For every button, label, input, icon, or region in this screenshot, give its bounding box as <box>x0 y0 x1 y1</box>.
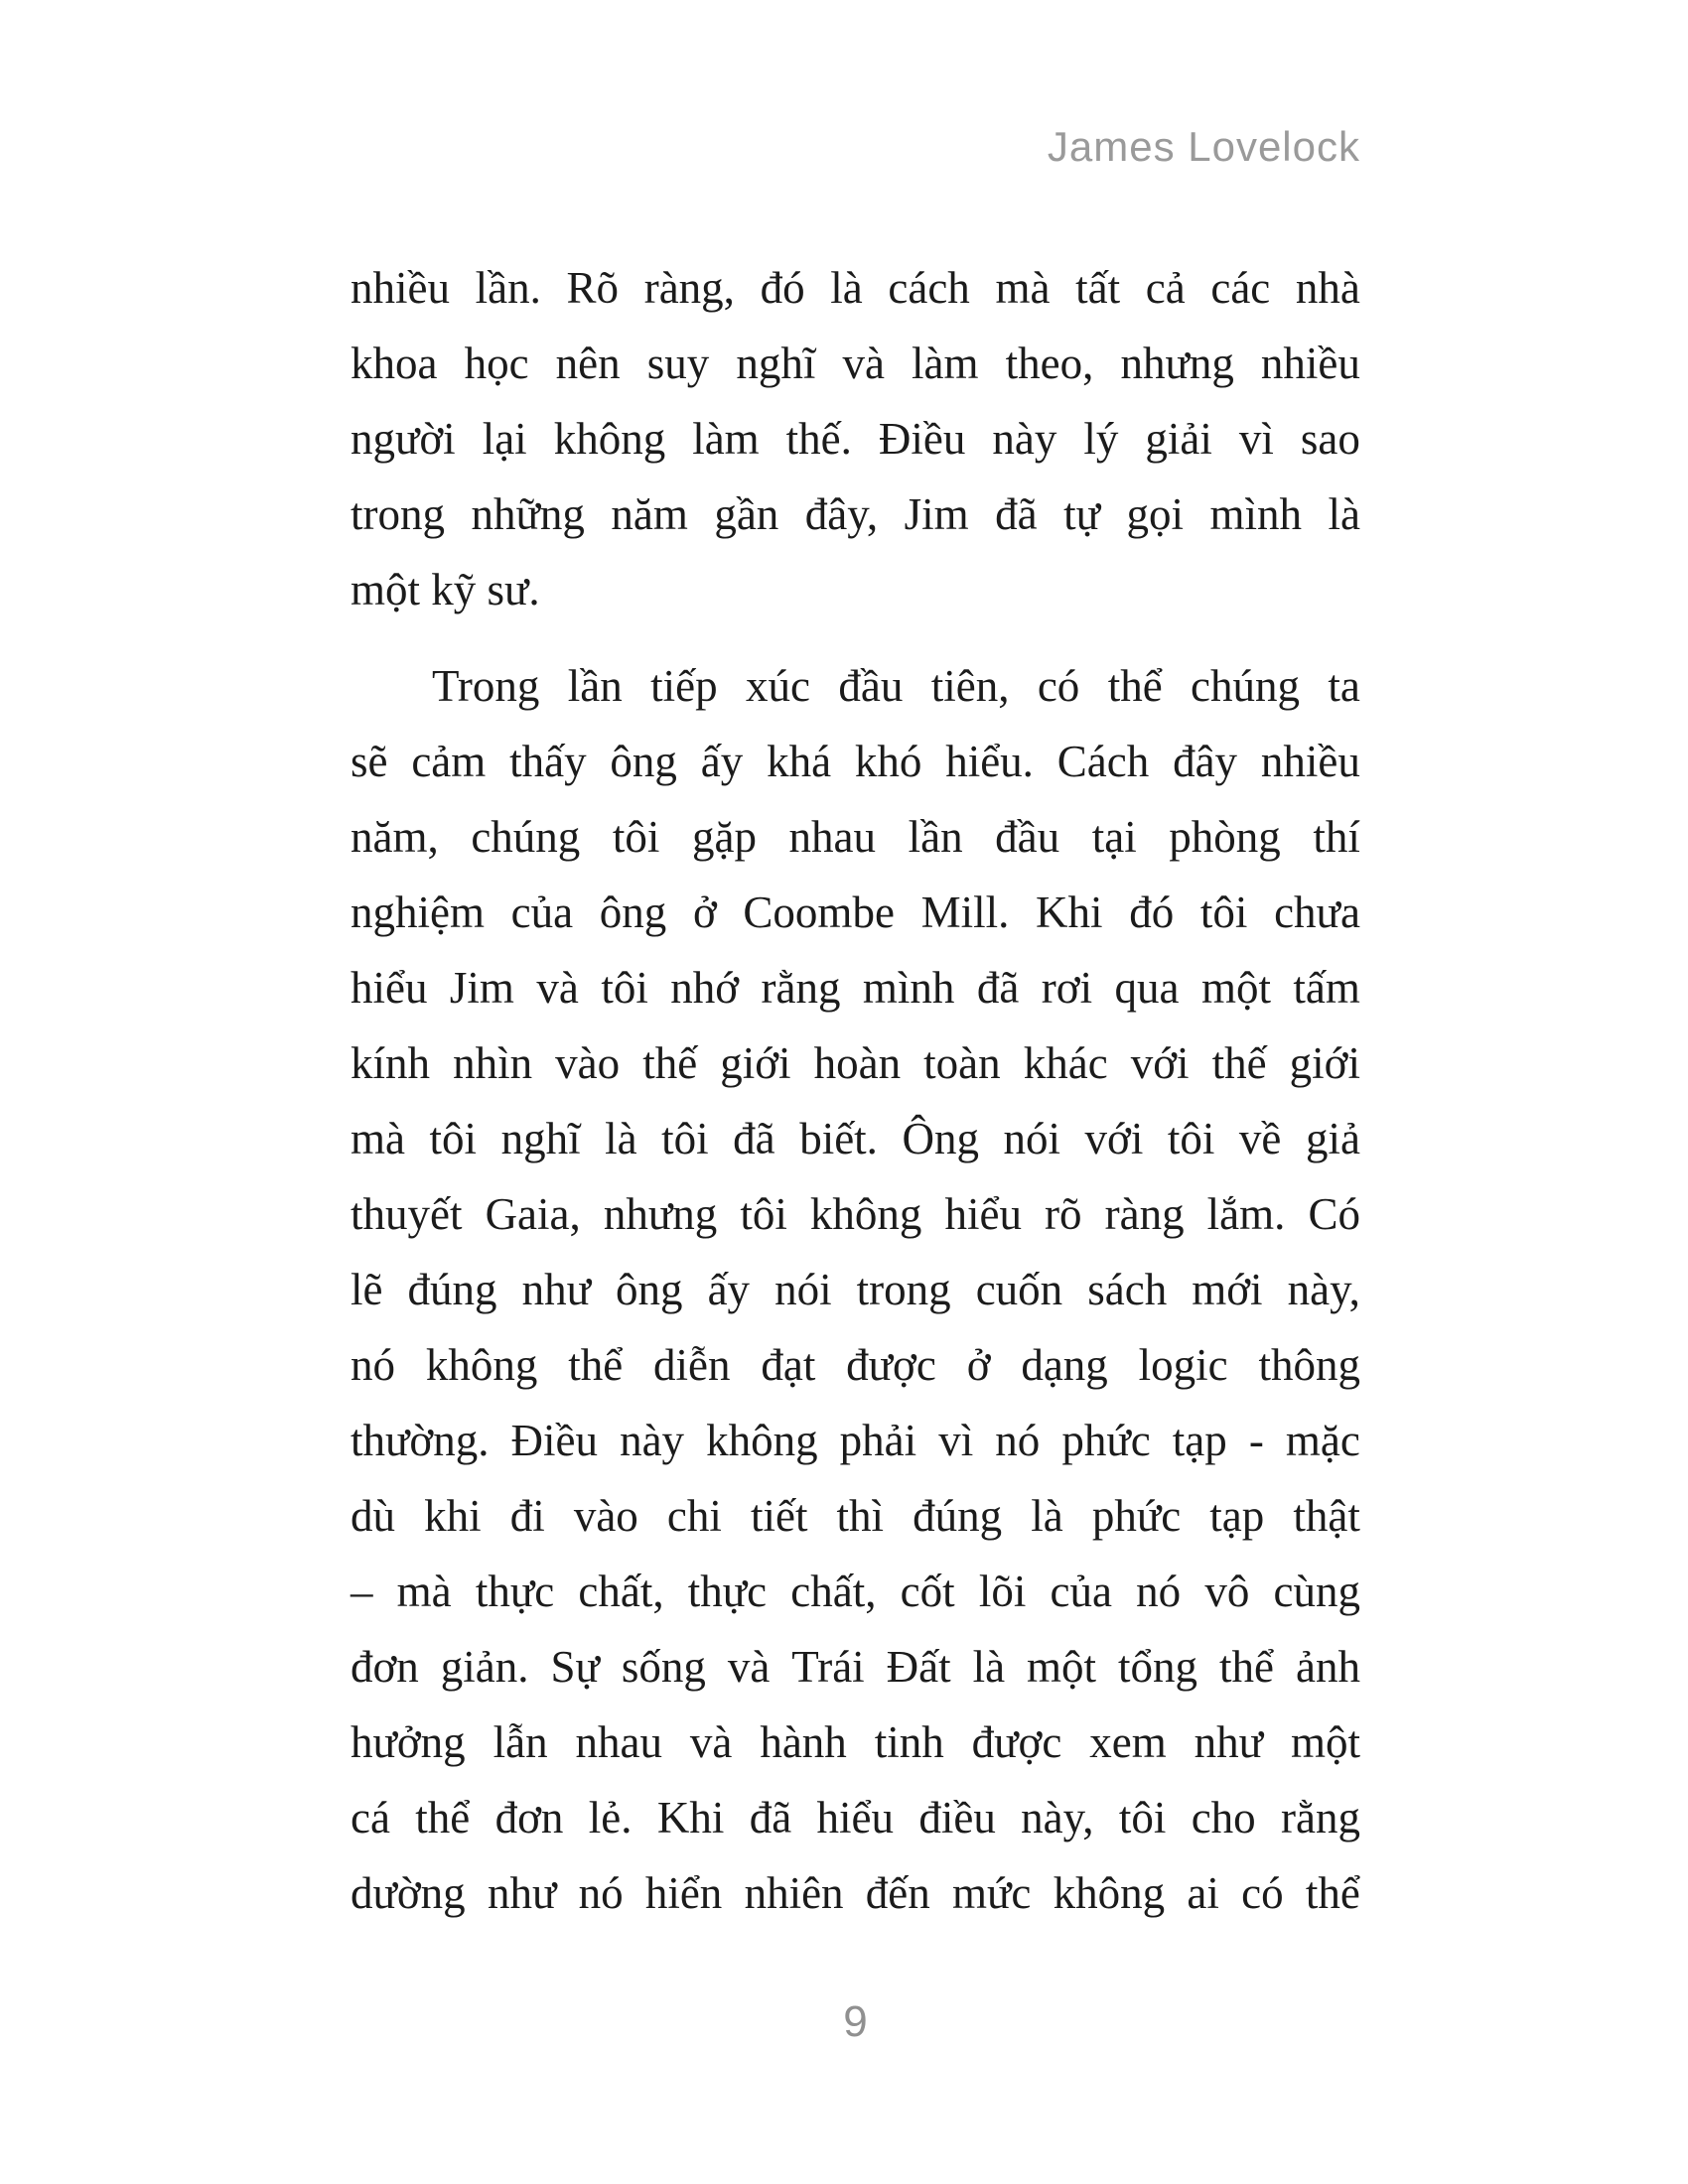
word: Mill. <box>920 887 1010 937</box>
word: đơn <box>351 1642 419 1692</box>
page-number: 9 <box>843 1997 868 2046</box>
word: làm <box>692 414 760 464</box>
word: đơn <box>494 1793 564 1843</box>
word: thể <box>568 1340 624 1390</box>
word: hiểu <box>351 963 428 1013</box>
word: gần <box>714 489 779 539</box>
word: hiển <box>644 1868 723 1918</box>
text-line <box>351 1705 1360 1780</box>
word: tôi <box>1199 887 1248 937</box>
text-line <box>351 1478 1360 1554</box>
word: thể <box>1107 661 1163 711</box>
word: tạp <box>1209 1491 1265 1541</box>
word: Trái <box>791 1642 865 1692</box>
text-line <box>351 724 1360 799</box>
word: ông <box>599 887 667 937</box>
word: giới <box>1289 1038 1360 1088</box>
word: tôi <box>1167 1114 1215 1163</box>
word: nói <box>1003 1114 1060 1163</box>
text-line <box>351 1025 1360 1101</box>
word: như <box>487 1868 557 1918</box>
word: thể <box>415 1793 471 1843</box>
word: nghĩ <box>736 339 816 388</box>
word: sách <box>1087 1265 1168 1314</box>
word: lần <box>908 812 963 862</box>
word: dường <box>351 1868 466 1918</box>
word: Cách <box>1056 737 1150 786</box>
word: giới <box>720 1038 791 1088</box>
text-line <box>351 1252 1360 1327</box>
word: rằng <box>1281 1793 1360 1843</box>
word: ta <box>1328 661 1360 711</box>
word: nhưng <box>1120 339 1234 388</box>
word: tôi <box>740 1189 787 1239</box>
word: là <box>972 1642 1006 1692</box>
word: logic <box>1138 1340 1228 1390</box>
word: phải <box>839 1416 917 1465</box>
word: và <box>689 1717 733 1767</box>
word: đạt <box>761 1340 816 1390</box>
word: lẫn <box>492 1717 548 1767</box>
text-line <box>351 250 1360 326</box>
word: dạng <box>1021 1340 1108 1390</box>
word: được <box>971 1717 1062 1767</box>
word: Điều <box>878 414 966 464</box>
word: nói <box>774 1265 832 1314</box>
word: rằng <box>761 963 841 1013</box>
word: qua <box>1114 963 1180 1013</box>
word: nghiệm <box>351 887 485 937</box>
word: hiểu <box>816 1793 894 1843</box>
text-block <box>351 250 1360 1931</box>
word: chất, <box>790 1567 877 1616</box>
word: Gaia, <box>485 1189 581 1239</box>
word: xúc <box>746 661 810 711</box>
word: nhau <box>575 1717 662 1767</box>
word: mới <box>1192 1265 1263 1314</box>
word: Khi <box>1036 887 1103 937</box>
word: ấy <box>700 737 744 786</box>
word: cùng <box>1273 1567 1360 1616</box>
word: này, <box>1021 1793 1094 1843</box>
word: lại <box>482 414 527 464</box>
word: và <box>842 339 885 388</box>
word: của <box>1050 1567 1112 1616</box>
word: có <box>1241 1868 1284 1918</box>
word: thấy <box>509 737 587 786</box>
text-line <box>351 477 1360 552</box>
word: cách <box>888 263 970 313</box>
word: tại <box>1091 812 1137 862</box>
word: nhớ <box>670 963 740 1013</box>
word: đây <box>1173 737 1238 786</box>
word: vô <box>1204 1567 1250 1616</box>
word: tự <box>1063 489 1100 539</box>
word: làm <box>912 339 979 388</box>
word: thế <box>642 1038 698 1088</box>
word: Jim <box>449 963 514 1013</box>
word: lý <box>1083 414 1119 464</box>
word: hiểu. <box>945 737 1034 786</box>
word: lần. <box>475 263 541 313</box>
word: phức <box>1061 1416 1151 1465</box>
text-line <box>351 1554 1360 1629</box>
word: không <box>553 414 666 464</box>
word: tiếp <box>650 661 718 711</box>
word: Jim <box>904 489 969 539</box>
word: thuyết <box>351 1189 463 1239</box>
word: điều <box>918 1793 996 1843</box>
word: ràng <box>1104 1189 1185 1239</box>
word: ông <box>610 737 677 786</box>
text-line <box>351 401 1360 477</box>
word: ở <box>692 887 717 937</box>
word: thường. <box>351 1416 490 1465</box>
word: toàn <box>923 1038 1001 1088</box>
word: giản. <box>440 1642 529 1692</box>
word: kính <box>351 1038 431 1088</box>
word: Điều <box>510 1416 598 1465</box>
word: vì <box>1238 414 1274 464</box>
word: là <box>1328 489 1360 539</box>
word: chúng <box>1191 661 1301 711</box>
paragraph <box>351 648 1360 1931</box>
word: không <box>809 1189 922 1239</box>
word: nó <box>1136 1567 1182 1616</box>
word: mà <box>995 263 1051 313</box>
word: khi <box>424 1491 482 1541</box>
word: khác <box>1023 1038 1108 1088</box>
word: nhau <box>788 812 877 862</box>
word: đã <box>733 1114 775 1163</box>
word: và <box>727 1642 771 1692</box>
word: học <box>464 339 529 388</box>
word: thật <box>1293 1491 1360 1541</box>
word: nhiều <box>1260 339 1360 388</box>
word: ở <box>966 1340 991 1390</box>
word: cho <box>1191 1793 1256 1843</box>
word: đã <box>995 489 1038 539</box>
word: mình <box>862 963 955 1013</box>
word: giả <box>1305 1114 1360 1163</box>
word: nhiều <box>1260 737 1360 786</box>
word: hiểu <box>944 1189 1022 1239</box>
word: lõi <box>978 1567 1027 1616</box>
word: nó <box>995 1416 1041 1465</box>
text-line <box>351 1855 1360 1931</box>
word: thí <box>1313 812 1360 862</box>
word: nhìn <box>453 1038 533 1088</box>
word: là <box>1031 1491 1063 1541</box>
word: vì <box>938 1416 974 1465</box>
word: lẽ <box>351 1265 383 1314</box>
word: sẽ <box>351 737 388 786</box>
word: biết. <box>799 1114 878 1163</box>
word: khó <box>854 737 922 786</box>
word: đã <box>976 963 1020 1013</box>
word: là <box>605 1114 637 1163</box>
word: hành <box>760 1717 847 1767</box>
word: tôi <box>601 963 648 1013</box>
running-header: James Lovelock <box>1047 123 1360 170</box>
word: nó <box>351 1340 395 1390</box>
text-line <box>351 1629 1360 1705</box>
word: suy <box>646 339 710 388</box>
word: với <box>1130 1038 1190 1088</box>
word: thế. <box>785 414 852 464</box>
word: nhiên <box>744 1868 844 1918</box>
word: đã <box>749 1793 792 1843</box>
word: nhưng <box>603 1189 718 1239</box>
word: mình <box>1209 489 1302 539</box>
word: đúng <box>913 1491 1003 1541</box>
word: tất <box>1075 263 1121 313</box>
word: về <box>1238 1114 1282 1163</box>
word: tinh <box>874 1717 944 1767</box>
text-line <box>351 1403 1360 1478</box>
word: Sự <box>550 1642 600 1692</box>
word: Rõ <box>566 263 620 313</box>
text-line <box>351 950 1360 1025</box>
word: nó <box>578 1868 624 1918</box>
word: diễn <box>653 1340 731 1390</box>
word: phòng <box>1169 812 1281 862</box>
word: sao <box>1300 414 1360 464</box>
word: không <box>706 1416 818 1465</box>
word: thực <box>687 1567 768 1616</box>
word: năm, <box>351 812 439 862</box>
word: lắm. <box>1206 1189 1286 1239</box>
word: hưởng <box>351 1717 466 1767</box>
word: nhà <box>1295 263 1360 313</box>
word: như <box>521 1265 591 1314</box>
word: khoa <box>351 339 438 388</box>
word: thể <box>1305 1868 1360 1918</box>
word: không <box>425 1340 538 1390</box>
word: thông <box>1258 1340 1360 1390</box>
word: tạp <box>1172 1416 1227 1465</box>
word: trong <box>351 489 445 539</box>
word: xem <box>1089 1717 1167 1767</box>
word: này, <box>1287 1265 1360 1314</box>
word: rơi <box>1041 963 1093 1013</box>
word: ai <box>1187 1868 1219 1918</box>
word: những <box>471 489 585 539</box>
paragraph <box>351 250 1360 627</box>
word: gọi <box>1126 489 1184 539</box>
word: phức <box>1091 1491 1182 1541</box>
word: Có <box>1308 1189 1360 1239</box>
word: Ông <box>902 1114 979 1163</box>
word: của <box>510 887 574 937</box>
word: chúng <box>471 812 581 862</box>
word: gặp <box>691 812 757 862</box>
word: tiên, <box>930 661 1010 711</box>
word: này <box>620 1416 685 1465</box>
word: Đất <box>886 1642 951 1692</box>
word: tôi <box>429 1114 478 1163</box>
word: thì <box>836 1491 885 1541</box>
word: chất, <box>578 1567 664 1616</box>
word: hoàn <box>813 1038 902 1088</box>
word: và <box>536 963 579 1013</box>
word: không <box>1053 1868 1166 1918</box>
text-line <box>351 799 1360 875</box>
text-line: một kỹ sư. <box>351 565 540 614</box>
word: rõ <box>1045 1189 1082 1239</box>
word: Coombe <box>743 887 895 937</box>
word: là <box>830 263 863 313</box>
word: cảm <box>411 737 487 786</box>
word: nên <box>555 339 621 388</box>
word: tiết <box>750 1491 808 1541</box>
word: mức <box>952 1868 1032 1918</box>
text-line <box>351 648 1360 724</box>
word: lần <box>567 661 623 711</box>
word: khá <box>767 737 832 786</box>
word: một <box>1290 1717 1360 1767</box>
word: đi <box>509 1491 545 1541</box>
word: cốt <box>900 1567 955 1616</box>
word: đầu <box>838 661 904 711</box>
word: chưa <box>1274 887 1360 937</box>
word: một <box>1200 963 1271 1013</box>
word: nghĩ <box>500 1114 581 1163</box>
text-line <box>351 1780 1360 1855</box>
word: chi <box>666 1491 722 1541</box>
word: các <box>1210 263 1271 313</box>
text-line <box>351 326 1360 401</box>
word: có <box>1037 661 1080 711</box>
word: mặc <box>1285 1416 1360 1465</box>
word: cá <box>351 1793 390 1843</box>
word: với <box>1084 1114 1144 1163</box>
word: - <box>1248 1416 1264 1465</box>
word: một <box>1027 1642 1097 1692</box>
word: thực <box>475 1567 555 1616</box>
word: đến <box>865 1868 930 1918</box>
word: đúng <box>407 1265 497 1314</box>
word: mà <box>351 1114 405 1163</box>
word: như <box>1194 1717 1264 1767</box>
word: tổng <box>1118 1642 1198 1692</box>
word: Trong <box>432 661 540 711</box>
text-line <box>351 1327 1360 1403</box>
word: sống <box>621 1642 706 1692</box>
word: được <box>846 1340 936 1390</box>
word: năm <box>611 489 688 539</box>
word: giải <box>1145 414 1212 464</box>
word: đầu <box>995 812 1060 862</box>
word: Khi <box>656 1793 725 1843</box>
word: tấm <box>1293 963 1360 1013</box>
word: ràng, <box>643 263 735 313</box>
word: thể <box>1219 1642 1274 1692</box>
word: đó <box>760 263 805 313</box>
text-line <box>351 1101 1360 1176</box>
text-line <box>351 1176 1360 1252</box>
word: theo, <box>1005 339 1094 388</box>
word: tôi <box>1118 1793 1167 1843</box>
word: ấy <box>707 1265 751 1314</box>
word: dù <box>351 1491 395 1541</box>
text-line <box>351 875 1360 950</box>
word: vào <box>573 1491 638 1541</box>
word: đó <box>1129 887 1175 937</box>
word: nhiều <box>351 263 450 313</box>
word: – <box>351 1567 373 1616</box>
word: ảnh <box>1295 1642 1360 1692</box>
word: đây, <box>804 489 879 539</box>
word: tôi <box>661 1114 709 1163</box>
word: tôi <box>612 812 660 862</box>
word: ông <box>616 1265 683 1314</box>
word: thế <box>1211 1038 1267 1088</box>
word: cả <box>1145 263 1186 313</box>
word: người <box>351 414 456 464</box>
word: vào <box>555 1038 621 1088</box>
word: cuốn <box>975 1265 1063 1314</box>
word: trong <box>856 1265 951 1314</box>
word: lẻ. <box>588 1793 633 1843</box>
word: này <box>992 414 1057 464</box>
word: mà <box>396 1567 452 1616</box>
